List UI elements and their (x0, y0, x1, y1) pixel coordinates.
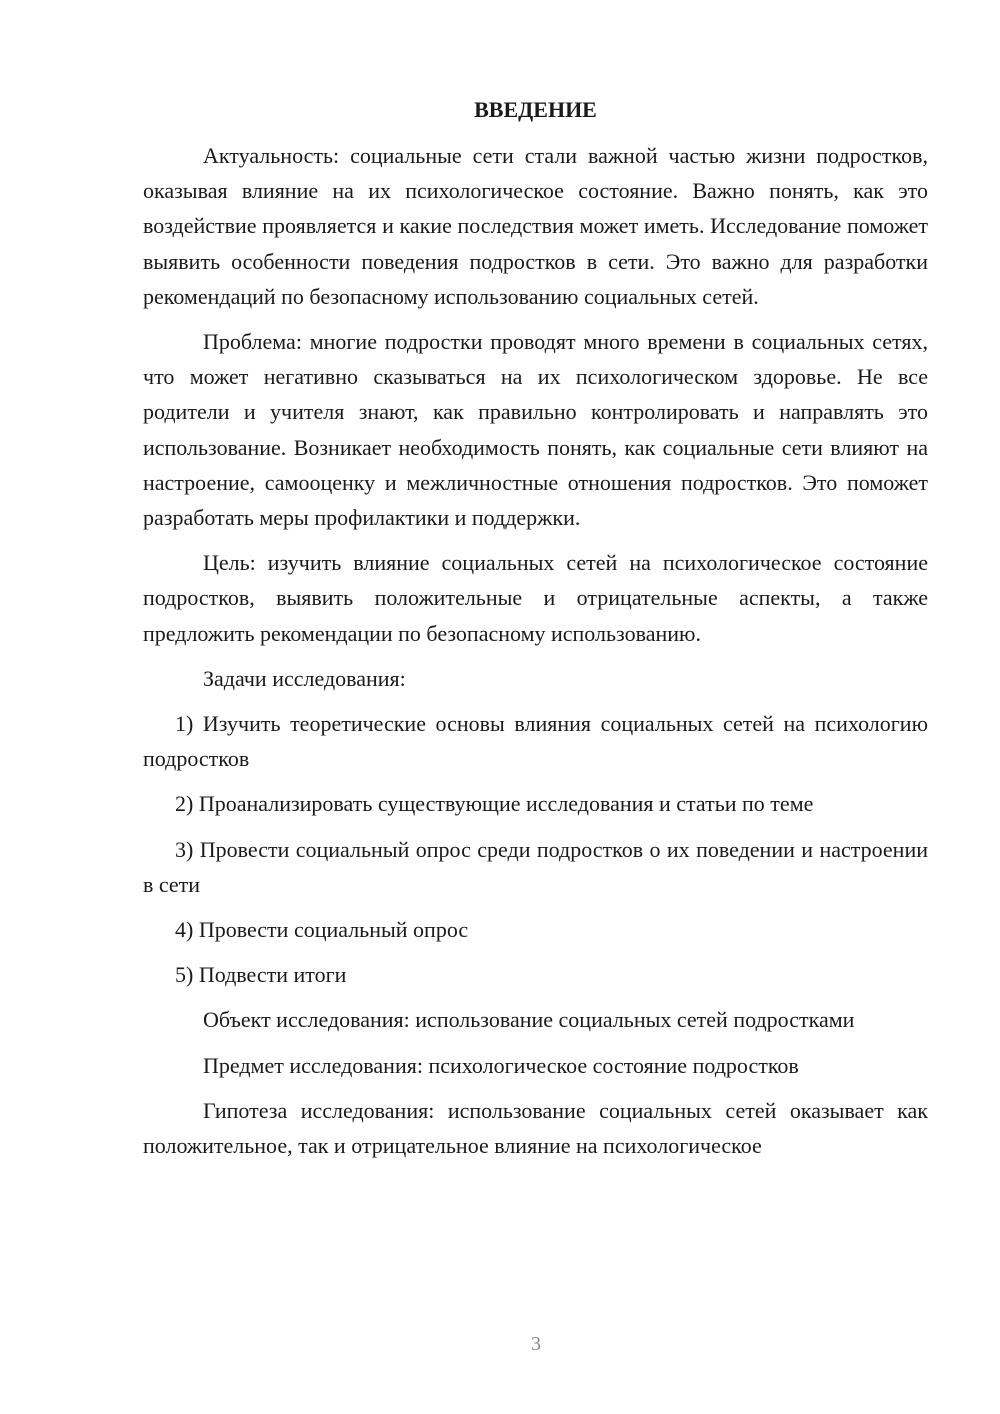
task-item: 5) Подвести итоги (175, 962, 347, 988)
hypothesis-paragraph: Гипотеза исследования: использование социальных сетей оказывает как положительное, так и отрицательное влияние на психологическое (143, 1097, 928, 1159)
task-item: 3) Провести социальный опрос среди подростков о их поведении и настроении в сети (143, 836, 928, 897)
object-paragraph: Объект исследования: использование социальных сетей подростками (203, 1007, 855, 1033)
subject-paragraph: Предмет исследования: психологическое состояние подростков (203, 1052, 799, 1078)
task-item: 4) Провести социальный опрос (175, 917, 469, 943)
page-content (143, 92, 928, 1173)
section-heading: ВВЕДЕНИЕ (474, 97, 597, 122)
goal-paragraph: Цель: изучить влияние социальных сетей на психологическое состояние подростков, выявить положительные и отрицательные аспекты, а также предложить рекомендации по безопасному использованию. (143, 550, 928, 646)
page-number: 3 (531, 1333, 541, 1355)
task-item: 2) Проанализировать существующие исследования и статьи по теме (175, 791, 814, 817)
tasks-heading: Задачи исследования: (203, 665, 406, 691)
relevance-paragraph: Актуальность: социальные сети стали важной частью жизни подростков, оказывая влияние на их психологическое состояние. Важно понять, как это воздействие проявляется и какие последствия может иметь. Исследование поможет выявить особенности поведения подростков в сети. Это важно для разработки рекомендаций по безопасному использованию социальных сетей. (143, 143, 928, 309)
problem-paragraph: Проблема: многие подростки проводят много времени в социальных сетях, что может негативно сказываться на их психологическом здоровье. Не все родители и учителя знают, как правильно контролировать и направлять это использование. Возникает необходимость понять, как социальные сети влияют на настроение, самооценку и межличностные отношения подростков. Это поможет разработать меры профилактики и поддержки. (143, 329, 928, 531)
task-item: 1) Изучить теоретические основы влияния социальных сетей на психологию подростков (143, 711, 928, 772)
